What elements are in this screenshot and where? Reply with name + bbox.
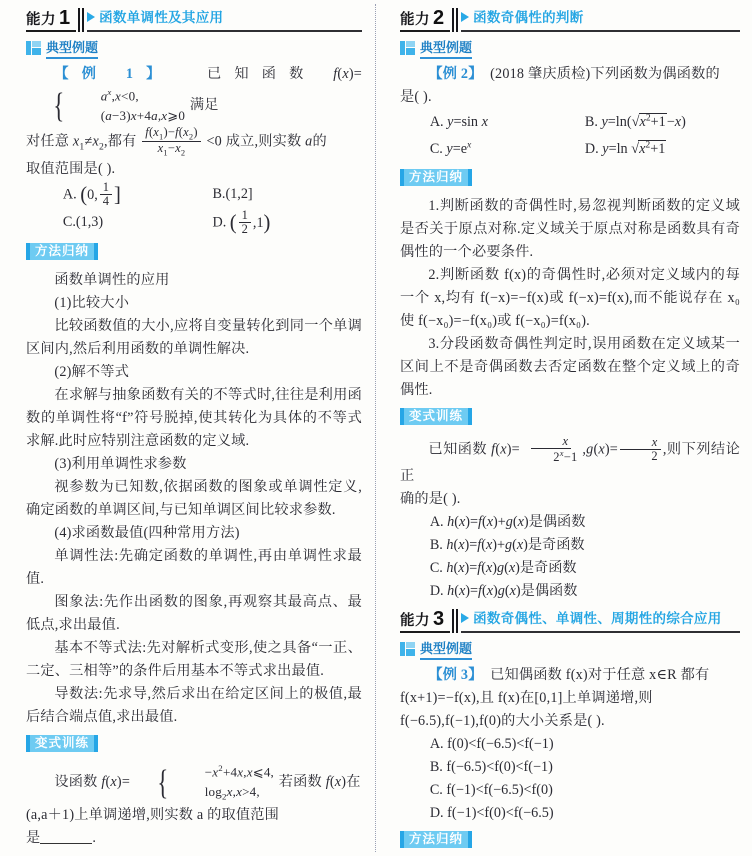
- ability-header-2: [400, 8, 740, 32]
- cond-a: 对任意: [26, 132, 70, 149]
- ability-word: 能力: [400, 12, 430, 28]
- section-heading-example-2: [400, 37, 740, 59]
- method-1-item: (4)求函数最值(四种常用方法): [54, 524, 240, 541]
- ability-header-1: [26, 8, 362, 32]
- method-1-item: (3)利用单调性求参数: [54, 455, 187, 472]
- badge-method-3: [400, 831, 472, 848]
- variant-2-stem: 已知函数 f(x)= $\frac{x}{2^x-1}$ ,g(x)= $\frac{x}{2}$ ,则下列结论正: [400, 433, 740, 484]
- example-2-question: 是( ).: [400, 89, 432, 105]
- method-1-item: 视参数为已知数,依据函数的图象或单调性定义,确定函数的单调区间,与已知单调区间比较求参数.: [26, 478, 362, 518]
- option-a-key: A.: [429, 513, 444, 530]
- ability-title-wrap-3: [461, 609, 740, 633]
- variant-2-line2: 确的是( ).: [400, 490, 461, 507]
- option-d[interactable]: D. y=ln $√x^2+1$: [584, 139, 666, 157]
- option-a-key: A.: [62, 186, 77, 203]
- option-a-text: f(0)<f(−6.5)<f(−1): [447, 735, 554, 752]
- method-1-item: (1)比较大小: [54, 294, 130, 311]
- section-heading-example-3: [400, 638, 740, 660]
- example-1-options-row-2: [26, 209, 362, 237]
- triangle-right-icon: [461, 12, 469, 22]
- variant-1-lead: 设函数: [54, 774, 98, 791]
- example-1-lead-post: 满足: [189, 97, 219, 114]
- badge-variant-1: [26, 735, 98, 752]
- badge-variant-label: 变式训练: [30, 735, 94, 752]
- ability-rule-bars: [450, 609, 461, 633]
- ability-badge-3: [400, 609, 450, 633]
- example-3-option-d[interactable]: [400, 802, 740, 825]
- variant-1-blank-post: .: [92, 829, 97, 846]
- ability-title-1: 函数单调性及其应用: [99, 10, 224, 25]
- stacked-blocks-icon: [400, 41, 415, 55]
- badge-method-label: 方法归纳: [404, 831, 468, 848]
- example-2-tag: 【例 2】: [428, 66, 483, 82]
- triangle-right-icon: [461, 613, 469, 623]
- badge-variant-2: [400, 408, 472, 425]
- method-1-item: (2)解不等式: [54, 363, 130, 380]
- example-2-stem: [400, 63, 740, 86]
- cond-d: 的: [312, 132, 327, 149]
- option-d-key: D.: [429, 804, 444, 821]
- section-heading-label: 典型例题: [46, 37, 98, 59]
- ability-title-2: 函数奇偶性的判断: [473, 10, 584, 25]
- example-1-lead: 已知函数: [207, 66, 317, 82]
- variant-2-lead: 已知函数: [428, 440, 488, 457]
- option-a-key: A.: [429, 735, 444, 752]
- ability-number: 1: [59, 7, 71, 29]
- badge-variant-label: 变式训练: [404, 408, 468, 425]
- example-3-stem: [400, 664, 740, 687]
- method-2-item: 1.判断函数的奇偶性时,易忽视判断函数的定义域是否关于原点对称.定义域关于原点对称是函数具有奇偶性的一个必要条件.: [400, 197, 740, 260]
- variant-2-tail: ,则下列结论正: [400, 440, 740, 484]
- option-c-key: C.: [429, 140, 443, 157]
- example-1-tag: 【例 1】: [54, 66, 174, 82]
- ability-title-wrap-2: [461, 8, 740, 32]
- example-1-options-row-1: [26, 181, 362, 209]
- variant-1-line3: [26, 827, 362, 850]
- triangle-right-icon: [87, 12, 95, 22]
- cond-b: ,都有: [103, 132, 137, 149]
- ability-number: 2: [433, 7, 445, 29]
- variant-1-line2: (a,a＋1)上单调递增,则实数 a 的取值范围: [26, 806, 280, 823]
- option-b[interactable]: B.(1,2]: [212, 185, 253, 202]
- option-d-key: D.: [429, 582, 444, 599]
- method-1-item: 单调性法:先确定函数的单调性,再由单调性求最值.: [26, 547, 362, 587]
- option-b-key: B.: [429, 758, 443, 775]
- section-heading-example-1: [26, 37, 362, 59]
- badge-method-2: [400, 169, 472, 186]
- option-d[interactable]: D. ( $\frac{1}{2}$ ,1 ): [212, 207, 271, 237]
- cond-c: <0 成立,则实数: [206, 132, 302, 149]
- section-heading-label: 典型例题: [420, 37, 472, 59]
- example-3-option-a[interactable]: [400, 733, 740, 756]
- badge-method-1: [26, 243, 98, 260]
- badge-right-cap: [468, 408, 472, 425]
- method-1-item: 基本不等式法:先对解析式变形,使之具备“一正、二定、三相等”的条件后用基本不等式求出最值.: [26, 639, 362, 679]
- option-c[interactable]: C. $y=e^x$: [429, 139, 472, 157]
- variant-2-option-b[interactable]: B. h(x)=f(x)+g(x)是奇函数: [429, 536, 585, 553]
- example-3-text: 已知偶函数 f(x)对于任意 x∈R 都有: [490, 666, 710, 683]
- example-3-tag: 【例 3】: [428, 666, 483, 683]
- ability-rule-bars: [450, 8, 461, 32]
- example-3-line2: f(x+1)=−f(x),且 f(x)在[0,1]上单调递增,则: [400, 689, 653, 706]
- badge-method-label: 方法归纳: [30, 243, 94, 260]
- variant-2-option-d[interactable]: D. h(x)=f(x)g(x)是偶函数: [429, 582, 578, 599]
- example-3-line3: f(−6.5),f(−1),f(0)的大小关系是( ).: [400, 712, 605, 729]
- option-c-key: C.: [429, 781, 443, 798]
- option-c-key: C.: [62, 213, 76, 230]
- option-a[interactable]: A. y=sin x: [429, 114, 488, 130]
- method-1-item: 比较函数值的大小,应将自变量转化到同一个单调区间内,然后利用函数的单调性解决.: [26, 317, 362, 357]
- option-b-key: B.: [212, 185, 226, 202]
- ability-number: 3: [433, 608, 445, 631]
- example-2-options-row-1: [400, 109, 740, 136]
- option-c[interactable]: C.(1,3): [62, 213, 104, 230]
- option-a[interactable]: A. ( 0, $\frac{1}{4}$ ]: [62, 179, 121, 209]
- option-b-key: B.: [429, 536, 443, 553]
- method-1-item: 在求解与抽象函数有关的不等式时,往往是利用函数的单调性将“f”符号脱掉,使其转化为具体的不等式求解.此时应特别注意函数的定义域.: [26, 386, 362, 449]
- example-1-stem: 【例 1】 已知函数 f(x)= { $a^x,x<0$, (a−3)x+4a,x⩾0 满足: [53, 66, 362, 125]
- method-2-item: 3.分段函数奇偶性判定时,误用函数在定义域某一区间上不是奇偶函数去否定函数在整个定义域上的奇偶性.: [400, 335, 740, 398]
- example-3-option-b[interactable]: [400, 756, 740, 779]
- variant-1-blank-pre: 是: [26, 829, 41, 846]
- badge-method-label: 方法归纳: [404, 169, 468, 186]
- option-c-text: f(−1)<f(−6.5)<f(0): [446, 781, 553, 798]
- ability-rule-bars: [76, 8, 87, 32]
- method-1-title: 函数单调性的应用: [54, 271, 170, 288]
- stacked-blocks-icon: [400, 642, 415, 656]
- method-1-item: 图象法:先作出函数的图象,再观察其最高点、最低点,求出最值.: [26, 593, 362, 633]
- badge-right-cap: [468, 169, 472, 186]
- ability-word: 能力: [400, 612, 430, 629]
- example-3-option-c[interactable]: [400, 779, 740, 802]
- method-1-item: 导数法:先求导,然后求出在给定区间上的极值,最后结合端点值,求出最值.: [26, 685, 362, 725]
- fill-blank[interactable]: [40, 843, 92, 844]
- variant-2-option-c[interactable]: C. h(x)=f(x)g(x)是奇函数: [429, 559, 577, 576]
- example-1-question: 取值范围是( ).: [26, 160, 116, 177]
- option-c-key: C.: [429, 559, 443, 576]
- ability-badge-2: [400, 8, 450, 32]
- ability-title-3: 函数奇偶性、单调性、周期性的综合应用: [473, 610, 722, 626]
- ability-title-wrap-1: [87, 8, 362, 32]
- stacked-blocks-icon: [26, 41, 41, 55]
- variant-2-option-a[interactable]: A. h(x)=f(x)+g(x)是偶函数: [429, 513, 586, 530]
- example-2-text: (2018 肇庆质检)下列函数为偶函数的: [490, 66, 720, 82]
- badge-right-cap: [94, 735, 98, 752]
- badge-right-cap: [94, 243, 98, 260]
- option-a-key: A.: [429, 114, 444, 130]
- option-d-key: D.: [584, 140, 599, 157]
- ability-badge-1: [26, 8, 76, 32]
- option-d-key: D.: [212, 214, 227, 231]
- option-d-text: f(−1)<f(0)<f(−6.5): [447, 804, 554, 821]
- method-2-item: 2.判断函数 f(x)的奇偶性时,必须对定义域内的每一个 x,均有 f(−x)=−f(x)或 f(−x)=f(x),而不能说存在 x₀ 使 f(−x₀)=−f(x₀)或 f(−x₀)=f(x₀).: [400, 266, 740, 329]
- badge-right-cap: [468, 831, 472, 848]
- example-2-options-row-2: [400, 136, 740, 163]
- ability-header-3: [400, 609, 740, 633]
- variant-1-stem: 设函数 f(x)= { $-x^2+4x,x⩽4$, $\log_2x,x>4$, 若函数 f(x)在: [54, 762, 361, 803]
- option-b-text: f(−6.5)<f(0)<f(−1): [446, 758, 553, 775]
- section-heading-label: 典型例题: [420, 638, 472, 660]
- example-1-condition: 对任意 $x_1\ne x_2$,都有 $\frac{f(x_1)-f(x_2)}{x_1-x_2}$ <0 成立,则实数 a的: [26, 124, 327, 158]
- option-b-key: B.: [584, 114, 598, 130]
- option-b[interactable]: B. $y=\ln(√x^2+1-x)$: [584, 112, 686, 130]
- ability-word: 能力: [26, 12, 56, 28]
- right-column: [376, 0, 752, 856]
- variant-1-tail: 若函数 f(x)在: [278, 774, 361, 791]
